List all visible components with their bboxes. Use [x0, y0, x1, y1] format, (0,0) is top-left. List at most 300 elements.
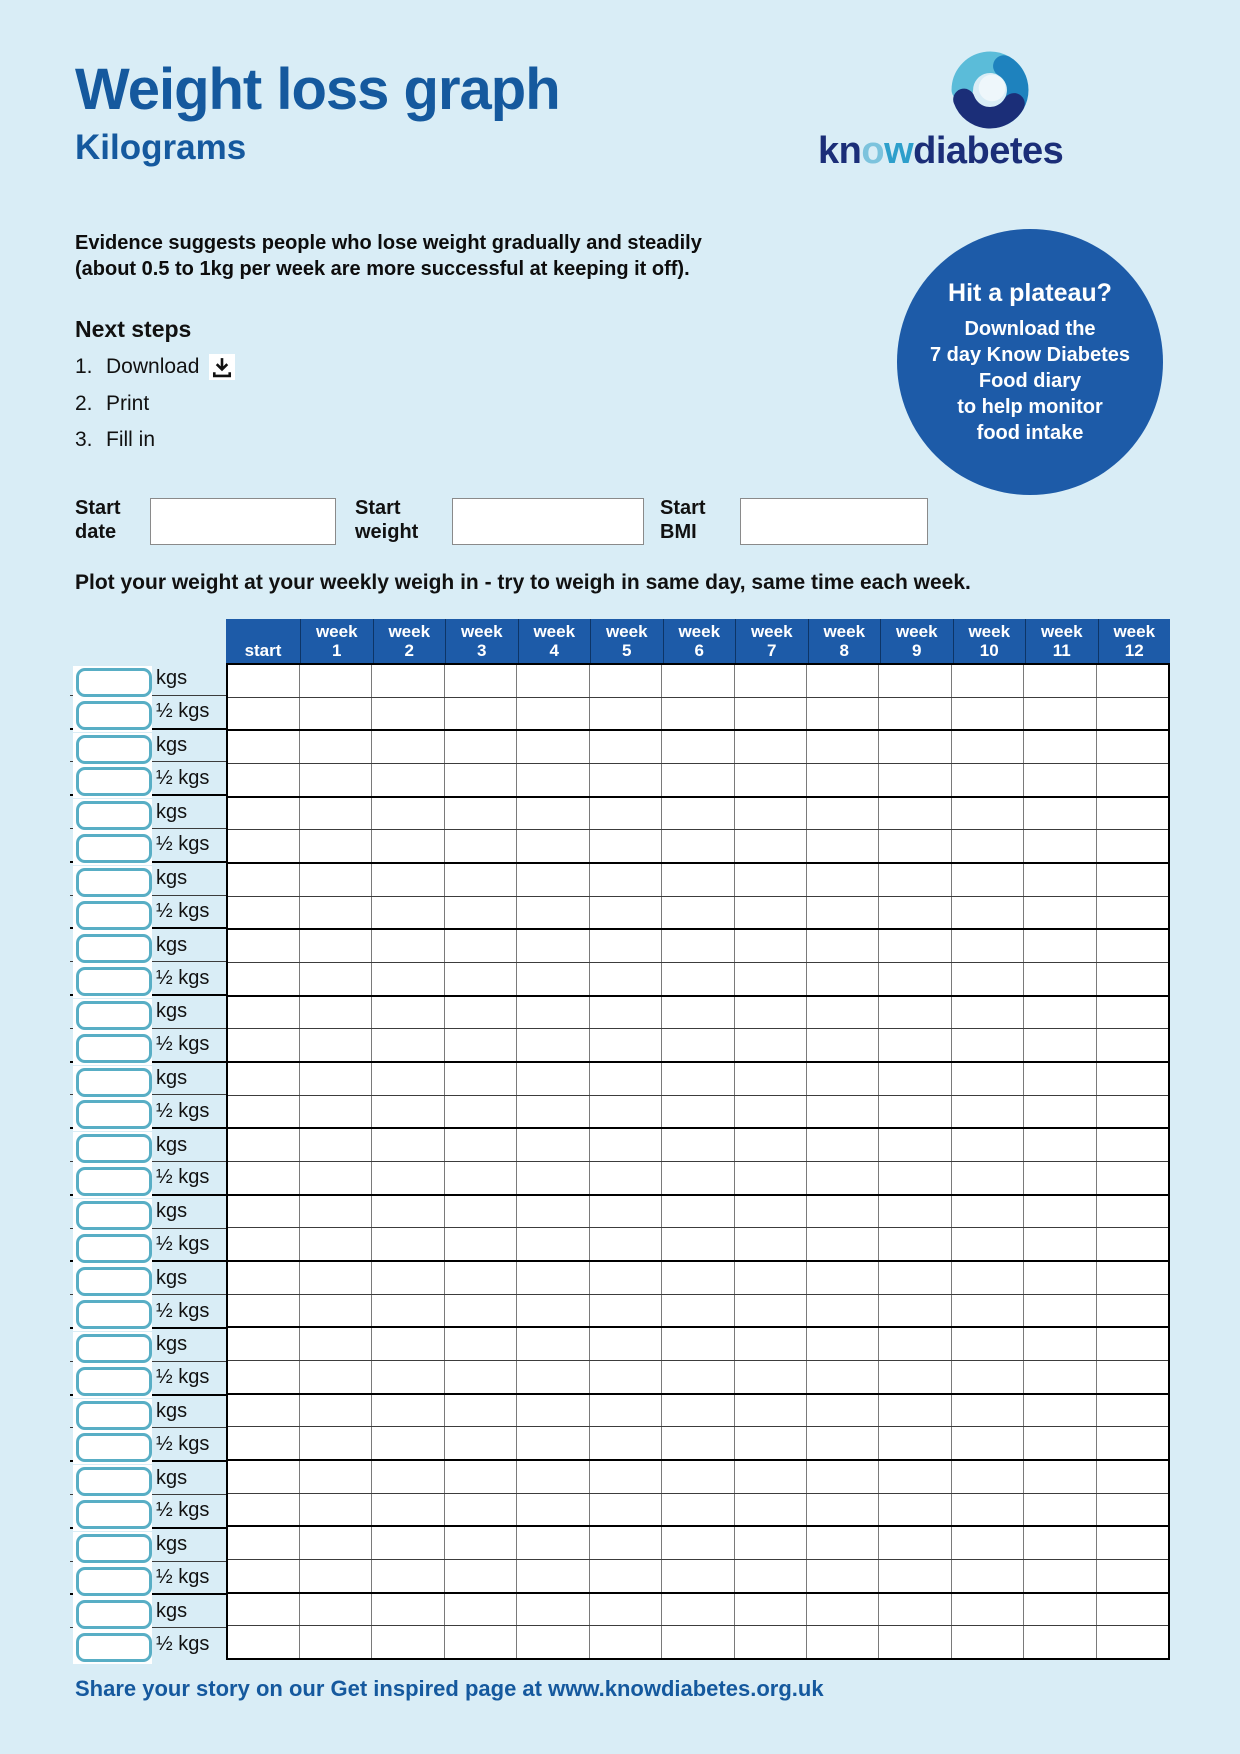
grid-cell	[300, 963, 372, 995]
grid-cell	[807, 1560, 879, 1592]
weight-value-input[interactable]	[76, 1334, 152, 1363]
grid-cell	[372, 1560, 444, 1592]
grid-cell	[590, 698, 662, 730]
header-week-9: week 9	[880, 619, 953, 663]
grid-cell	[952, 997, 1024, 1029]
row-unit-label: ½ kgs	[156, 966, 210, 989]
grid-cell	[517, 1196, 589, 1228]
grid-cell	[517, 1494, 589, 1526]
plateau-line: food intake	[976, 421, 1084, 444]
row-unit-label: kgs	[156, 1599, 188, 1622]
grid-row	[228, 1295, 1168, 1329]
grid-cell	[590, 897, 662, 929]
grid-cell	[879, 1527, 951, 1559]
grid-cell	[879, 698, 951, 730]
row-unit-label: kgs	[156, 1333, 188, 1356]
grid-cell	[662, 1361, 734, 1393]
grid-cell	[590, 1328, 662, 1360]
grid-cell	[445, 1427, 517, 1459]
weight-label-row	[70, 1462, 226, 1495]
row-unit-label: ½ kgs	[156, 1632, 210, 1655]
grid-cell	[879, 1560, 951, 1592]
weight-value-input[interactable]	[76, 767, 152, 796]
grid-cell	[952, 1626, 1024, 1658]
grid-cell	[807, 897, 879, 929]
grid-cell	[517, 1295, 589, 1327]
grid-cell	[1097, 1395, 1168, 1427]
grid-cell	[1024, 798, 1096, 830]
grid-cell	[517, 1262, 589, 1294]
grid-cell	[590, 1096, 662, 1128]
grid-cell	[735, 698, 807, 730]
download-icon[interactable]	[209, 354, 235, 380]
grid-cell	[590, 997, 662, 1029]
grid-cell	[807, 1494, 879, 1526]
grid-cell	[952, 698, 1024, 730]
page-subtitle: Kilograms	[75, 128, 247, 167]
plateau-heading: Hit a plateau?	[948, 278, 1112, 307]
grid-cell	[445, 1129, 517, 1161]
grid-cell	[662, 1096, 734, 1128]
weight-value-input[interactable]	[76, 967, 152, 996]
grid-cell	[517, 963, 589, 995]
weight-value-input[interactable]	[76, 868, 152, 897]
grid-cell	[807, 1029, 879, 1061]
weight-value-input[interactable]	[76, 1433, 152, 1462]
grid-cell	[662, 830, 734, 862]
label-line: weight	[355, 521, 419, 543]
grid-cell	[735, 1494, 807, 1526]
row-unit-label: ½ kgs	[156, 766, 210, 789]
grid-cell	[372, 1527, 444, 1559]
grid-cell	[228, 1228, 300, 1260]
plateau-line: Download the	[964, 317, 1096, 340]
intro-line-1: Evidence suggests people who lose weight gradually and steadily	[75, 232, 702, 254]
grid-cell	[228, 1262, 300, 1294]
grid-cell	[1097, 963, 1168, 995]
grid-cell	[228, 1395, 300, 1427]
grid-cell	[590, 1196, 662, 1228]
grid-cell	[662, 764, 734, 796]
grid-cell	[300, 1626, 372, 1658]
grid-cell	[372, 1096, 444, 1128]
row-unit-label: ½ kgs	[156, 1366, 210, 1389]
grid-cell	[372, 864, 444, 896]
grid-cell	[1097, 1626, 1168, 1658]
weight-label-row	[70, 762, 226, 796]
grid-cell	[228, 1560, 300, 1592]
grid-cell	[300, 1129, 372, 1161]
grid-cell	[372, 1361, 444, 1393]
input-backing	[73, 899, 152, 932]
weight-value-input[interactable]	[76, 934, 152, 963]
grid-cell	[590, 1527, 662, 1559]
weight-value-input[interactable]	[76, 668, 152, 697]
input-backing	[73, 866, 152, 899]
weight-value-input[interactable]	[76, 901, 152, 930]
wordmark-diabetes: diabetes	[913, 130, 1064, 172]
grid-cell	[952, 1063, 1024, 1095]
plateau-line: 7 day Know Diabetes	[929, 343, 1131, 366]
grid-cell	[228, 1063, 300, 1095]
input-backing	[73, 1565, 152, 1598]
weight-value-input[interactable]	[76, 1401, 152, 1430]
grid-cell	[807, 1129, 879, 1161]
grid-cell	[1024, 1129, 1096, 1161]
grid-cell	[1024, 764, 1096, 796]
weight-value-input[interactable]	[76, 735, 152, 764]
start-weight-input[interactable]	[452, 498, 644, 545]
row-unit-label: ½ kgs	[156, 1432, 210, 1455]
label-line: Start	[660, 497, 706, 519]
grid-cell	[952, 1461, 1024, 1493]
step-number: 1.	[75, 355, 93, 378]
grid-cell	[372, 1162, 444, 1194]
grid-cell	[445, 1228, 517, 1260]
input-backing	[73, 666, 152, 699]
grid-cell	[1097, 1262, 1168, 1294]
grid-cell	[879, 764, 951, 796]
row-unit-label: kgs	[156, 1066, 188, 1089]
grid-cell	[300, 665, 372, 697]
input-backing	[73, 965, 152, 998]
grid-cell	[300, 1228, 372, 1260]
grid-cell	[300, 997, 372, 1029]
grid-cell	[517, 930, 589, 962]
weight-value-input[interactable]	[76, 834, 152, 863]
grid-cell	[879, 1228, 951, 1260]
grid-cell	[517, 1527, 589, 1559]
grid-cell	[300, 1162, 372, 1194]
grid-cell	[735, 1162, 807, 1194]
grid-cell	[445, 698, 517, 730]
weight-label-row	[70, 1129, 226, 1162]
grid-cell	[1097, 1096, 1168, 1128]
grid-cell	[807, 1228, 879, 1260]
weight-value-input[interactable]	[76, 701, 152, 730]
label-line: Start	[75, 497, 121, 519]
grid-cell	[735, 1096, 807, 1128]
weight-label-row	[70, 1562, 226, 1596]
grid-cell	[517, 1427, 589, 1459]
grid-cell	[445, 830, 517, 862]
grid-cell	[372, 798, 444, 830]
input-backing	[73, 1465, 152, 1498]
header-week-5: week 5	[590, 619, 663, 663]
grid-row	[228, 1096, 1168, 1130]
grid-cell	[300, 1262, 372, 1294]
row-unit-label: ½ kgs	[156, 1232, 210, 1255]
grid-cell	[445, 897, 517, 929]
grid-cell	[372, 1063, 444, 1095]
grid-cell	[445, 1527, 517, 1559]
start-date-input[interactable]	[150, 498, 336, 545]
grid-row	[228, 698, 1168, 732]
grid-cell	[228, 830, 300, 862]
grid-cell	[1097, 930, 1168, 962]
input-backing	[73, 733, 152, 766]
input-backing	[73, 1165, 152, 1198]
grid-cell	[228, 864, 300, 896]
grid-cell	[1024, 1228, 1096, 1260]
weight-value-input[interactable]	[76, 1201, 152, 1230]
grid-row	[228, 897, 1168, 931]
grid-cell	[879, 1626, 951, 1658]
grid-cell	[662, 864, 734, 896]
weight-label-row	[70, 863, 226, 896]
grid-row	[228, 1361, 1168, 1395]
weight-label-row	[70, 1628, 226, 1660]
weight-label-row	[70, 1029, 226, 1063]
grid-cell	[228, 1295, 300, 1327]
row-unit-label: kgs	[156, 1399, 188, 1422]
grid-cell	[300, 1494, 372, 1526]
weight-label-row	[70, 1196, 226, 1229]
grid-cell	[1024, 864, 1096, 896]
grid-cell	[879, 963, 951, 995]
grid-cell	[807, 698, 879, 730]
weight-label-row	[70, 1229, 226, 1263]
weight-label-row	[70, 1362, 226, 1396]
grid-cell	[735, 665, 807, 697]
weight-value-input[interactable]	[76, 1600, 152, 1629]
input-backing	[73, 1098, 152, 1131]
grid-cell	[300, 1461, 372, 1493]
input-backing	[73, 1066, 152, 1099]
grid-cell	[735, 897, 807, 929]
weight-value-input[interactable]	[76, 1567, 152, 1596]
weight-label-row	[70, 929, 226, 962]
input-backing	[73, 1365, 152, 1398]
grid-cell	[952, 1427, 1024, 1459]
weight-label-row	[70, 1162, 226, 1196]
grid-cell	[300, 1295, 372, 1327]
grid-cell	[517, 1395, 589, 1427]
grid-row	[228, 1228, 1168, 1262]
grid-row	[228, 1560, 1168, 1594]
header-week-6: week 6	[663, 619, 736, 663]
grid-cell	[372, 1626, 444, 1658]
grid-cell	[1097, 1461, 1168, 1493]
input-backing	[73, 1399, 152, 1432]
grid-cell	[952, 1494, 1024, 1526]
grid-cell	[445, 1196, 517, 1228]
weight-value-input[interactable]	[76, 1534, 152, 1563]
weight-value-input[interactable]	[76, 1001, 152, 1030]
weight-value-input[interactable]	[76, 1134, 152, 1163]
weight-label-row	[70, 829, 226, 863]
weight-value-input[interactable]	[76, 1068, 152, 1097]
grid-cell	[1097, 1560, 1168, 1592]
grid-cell	[228, 1427, 300, 1459]
grid-cell	[372, 1427, 444, 1459]
grid-cell	[1024, 897, 1096, 929]
wordmark-o: o	[861, 130, 885, 172]
grid-cell	[807, 1196, 879, 1228]
weight-label-row	[70, 696, 226, 730]
grid-cell	[879, 1461, 951, 1493]
grid-cell	[952, 1228, 1024, 1260]
weight-value-input[interactable]	[76, 1467, 152, 1496]
step-print	[75, 392, 149, 416]
grid-cell	[879, 1196, 951, 1228]
grid-cell	[300, 930, 372, 962]
grid-row	[228, 764, 1168, 798]
grid-cell	[228, 731, 300, 763]
grid-cell	[590, 1162, 662, 1194]
weight-label-row	[70, 1329, 226, 1362]
grid-row	[228, 1626, 1168, 1658]
grid-cell	[517, 698, 589, 730]
grid-cell	[1024, 1295, 1096, 1327]
grid-cell	[372, 698, 444, 730]
grid-cell	[445, 997, 517, 1029]
grid-cell	[879, 830, 951, 862]
grid-cell	[372, 1129, 444, 1161]
grid-cell	[807, 1295, 879, 1327]
grid-cell	[445, 798, 517, 830]
grid-cell	[662, 1560, 734, 1592]
step-download[interactable]	[75, 354, 235, 380]
weight-label-row	[70, 1295, 226, 1329]
grid-cell	[662, 1626, 734, 1658]
label-line: BMI	[660, 521, 697, 543]
grid-cell	[372, 1029, 444, 1061]
input-backing	[73, 1298, 152, 1331]
grid-cell	[662, 1494, 734, 1526]
grid-cell	[1024, 1063, 1096, 1095]
grid-cell	[1024, 1096, 1096, 1128]
grid-cell	[228, 698, 300, 730]
weight-label-row	[70, 1396, 226, 1429]
weight-value-input[interactable]	[76, 1167, 152, 1196]
grid-cell	[228, 897, 300, 929]
grid-cell	[1024, 1029, 1096, 1061]
grid-cell	[517, 1129, 589, 1161]
grid-cell	[590, 764, 662, 796]
weight-value-input[interactable]	[76, 1100, 152, 1129]
grid-cell	[590, 1594, 662, 1626]
grid-cell	[445, 1262, 517, 1294]
weight-value-input[interactable]	[76, 1367, 152, 1396]
grid-cell	[517, 1228, 589, 1260]
input-backing	[73, 799, 152, 832]
grid-cell	[735, 764, 807, 796]
grid-cell	[445, 1395, 517, 1427]
grid-cell	[372, 1328, 444, 1360]
weight-value-input[interactable]	[76, 1267, 152, 1296]
grid-cell	[1097, 731, 1168, 763]
grid-cell	[300, 864, 372, 896]
grid-cell	[735, 1594, 807, 1626]
grid-cell	[807, 830, 879, 862]
grid-cell	[228, 963, 300, 995]
grid-cell	[807, 1395, 879, 1427]
grid-cell	[228, 1461, 300, 1493]
grid-cell	[300, 798, 372, 830]
next-steps-heading: Next steps	[75, 316, 192, 342]
header-week-7: week 7	[735, 619, 808, 663]
grid-cell	[228, 1096, 300, 1128]
plot-instruction: Plot your weight at your weekly weigh in - try to weigh in same day, same time each week.	[75, 571, 971, 594]
grid-row	[228, 1262, 1168, 1295]
row-unit-label: ½ kgs	[156, 1033, 210, 1056]
grid-cell	[300, 1196, 372, 1228]
grid-cell	[662, 1029, 734, 1061]
grid-cell	[952, 897, 1024, 929]
grid-cell	[1024, 1361, 1096, 1393]
grid-cell	[228, 798, 300, 830]
grid-cell	[879, 1063, 951, 1095]
grid-cell	[300, 1560, 372, 1592]
grid-cell	[372, 1395, 444, 1427]
grid-cell	[1024, 1196, 1096, 1228]
weight-value-input[interactable]	[76, 1500, 152, 1529]
grid-cell	[662, 1395, 734, 1427]
grid-cell	[445, 864, 517, 896]
header-week-1: week 1	[300, 619, 373, 663]
row-unit-label: ½ kgs	[156, 833, 210, 856]
grid-row	[228, 997, 1168, 1030]
header-week-8: week 8	[808, 619, 881, 663]
grid-cell	[952, 1361, 1024, 1393]
grid-cell	[445, 764, 517, 796]
header-start: start	[244, 641, 282, 660]
grid-cell	[662, 798, 734, 830]
weight-value-input[interactable]	[76, 1300, 152, 1329]
grid-cell	[590, 1029, 662, 1061]
weight-value-input[interactable]	[76, 1633, 152, 1662]
weight-grid	[226, 663, 1170, 1660]
header-week-10: week 10	[953, 619, 1026, 663]
input-backing	[73, 1598, 152, 1631]
grid-cell	[1024, 930, 1096, 962]
knowdiabetes-wordmark	[818, 130, 1063, 173]
grid-cell	[952, 830, 1024, 862]
grid-cell	[228, 1594, 300, 1626]
weight-value-input[interactable]	[76, 801, 152, 830]
knowdiabetes-logo-icon	[950, 50, 1030, 135]
grid-cell	[807, 1063, 879, 1095]
start-bmi-input[interactable]	[740, 498, 928, 545]
grid-cell	[807, 1361, 879, 1393]
grid-cell	[1097, 1063, 1168, 1095]
grid-cell	[879, 930, 951, 962]
grid-cell	[735, 1063, 807, 1095]
grid-cell	[952, 764, 1024, 796]
grid-cell	[1024, 1427, 1096, 1459]
grid-cell	[1097, 897, 1168, 929]
weight-value-input[interactable]	[76, 1034, 152, 1063]
row-unit-label: kgs	[156, 1000, 188, 1023]
grid-cell	[879, 1295, 951, 1327]
grid-cell	[952, 864, 1024, 896]
grid-cell	[662, 1228, 734, 1260]
grid-cell	[590, 1129, 662, 1161]
grid-cell	[372, 997, 444, 1029]
grid-cell	[662, 1262, 734, 1294]
grid-cell	[735, 1461, 807, 1493]
grid-cell	[517, 764, 589, 796]
grid-cell	[372, 665, 444, 697]
grid-cell	[1097, 665, 1168, 697]
grid-cell	[952, 1196, 1024, 1228]
row-unit-label: ½ kgs	[156, 899, 210, 922]
weight-value-input[interactable]	[76, 1234, 152, 1263]
grid-cell	[517, 731, 589, 763]
grid-cell	[807, 864, 879, 896]
grid-cell	[1097, 1129, 1168, 1161]
